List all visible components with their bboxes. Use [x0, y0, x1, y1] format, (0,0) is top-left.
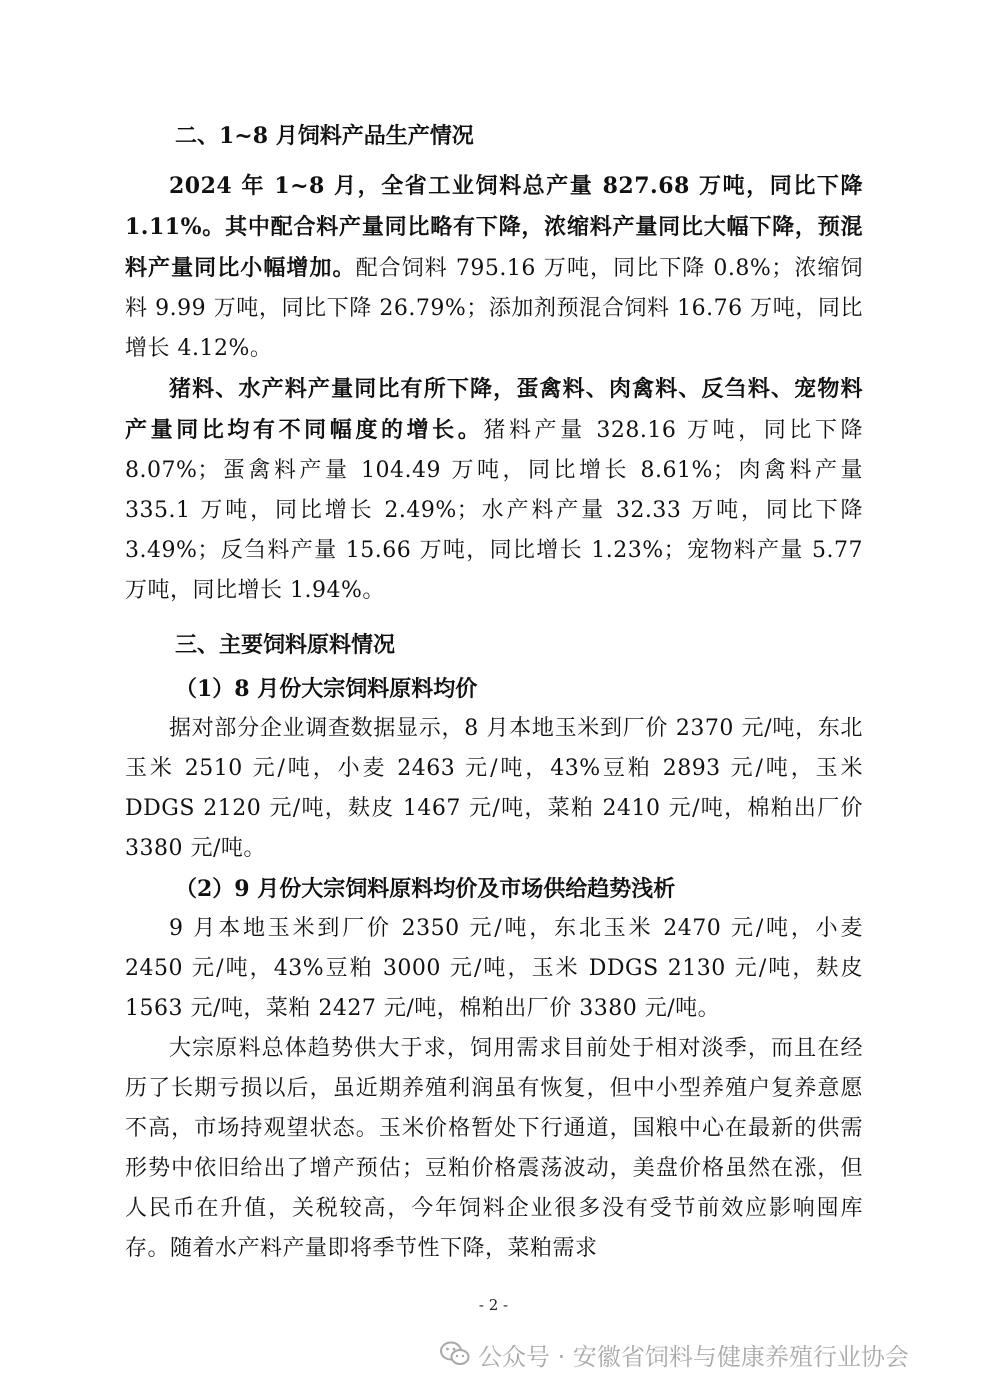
paragraph-detail: 猪料产量 328.16 万吨，同比下降 8.07%；蛋禽料产量 104.49 万吨，同比增长 8.61%；肉禽料产量 335.1 万吨，同比增长 2.49%；水产料产量 32.33 万吨，同比下降 3.49%；反刍料产量 15.66 万吨，同比增长 1.23%；宠物料产量 5.77 万吨，同比增长 1.94%。: [125, 418, 863, 603]
paragraph-august-prices: 据对部分企业调查数据显示，8 月本地玉米到厂价 2370 元/吨，东北玉米 2510 元/吨，小麦 2463 元/吨，43%豆粕 2893 元/吨，玉米 DDGS 2120 元/吨，麸皮 1467 元/吨，菜粕 2410 元/吨，棉粕出厂价 3380 元/吨。: [125, 716, 863, 861]
subsection-heading-september-trend: （2）9 月份大宗饲料原料均价及市场供给趋势浅析: [175, 876, 676, 902]
document-body: [125, 112, 863, 1269]
paragraph-bold-lead: 2024 年 1~8 月，全省工业饲料总产量 827.68 万吨，同比下降 1.11%。其中配合料产量同比略有下降，浓缩料产量同比大幅下降，预混料产量同比小幅增加。: [125, 173, 863, 281]
wechat-icon: [440, 1341, 470, 1367]
paragraph-detail: 配合饲料 795.16 万吨，同比下降 0.8%；浓缩饲料 9.99 万吨，同比下降 26.79%；添加剂预混合饲料 16.76 万吨，同比增长 4.12%。: [125, 256, 863, 361]
subsection-heading-august-prices: （1）8 月份大宗饲料原料均价: [175, 676, 478, 702]
paragraph-total-output: [125, 166, 863, 369]
watermark: [440, 1336, 909, 1372]
paragraph-september-prices: 9 月本地玉米到厂价 2350 元/吨，东北玉米 2470 元/吨，小麦 2450 元/吨，43%豆粕 3000 元/吨，玉米 DDGS 2130 元/吨，麸皮 1563 元/吨，菜粕 2427 元/吨，棉粕出厂价 3380 元/吨。: [125, 916, 863, 1021]
paragraph-bold-lead: 猪料、水产料产量同比有所下降，蛋禽料、肉禽料、反刍料、宠物料产量同比均有不同幅度的增长。: [125, 376, 863, 443]
watermark-text: 公众号 · 安徽省饲料与健康养殖行业协会: [478, 1342, 909, 1371]
section-heading-raw-materials: 三、主要饲料原料情况: [175, 632, 396, 658]
page-number: - 2 -: [478, 1296, 509, 1314]
paragraph-market-analysis: 大宗原料总体趋势供大于求，饲用需求目前处于相对淡季，而且在经历了长期亏损以后，虽近期养殖利润虽有恢复，但中小型养殖户复养意愿不高，市场持观望状态。玉米价格暂处下行通道，国粮中心在最新的供需形势中依旧给出了增产预估；豆粕价格震荡波动，美盘价格虽然在涨，但人民币在升值，关税较高，今年饲料企业很多没有受节前效应影响囤库存。随着水产料产量即将季节性下降，菜粕需求: [125, 1036, 863, 1261]
paragraph-by-category: [125, 369, 863, 611]
section-heading-production: 二、1~8 月饲料产品生产情况: [175, 123, 474, 149]
